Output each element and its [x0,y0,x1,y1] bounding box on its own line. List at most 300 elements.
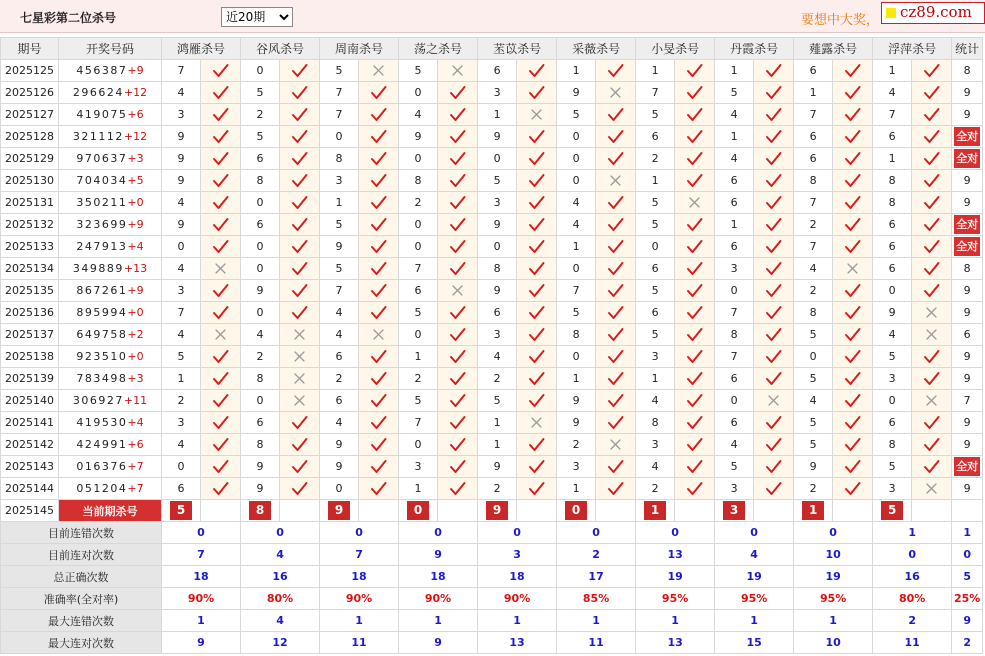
cross-mark-icon [596,86,635,99]
kill-number-cell: 3 [320,170,359,192]
check-mark-icon [201,349,240,364]
kill-number-cell: 4 [241,324,280,346]
kill-number-cell: 2 [241,346,280,368]
kill-number-cell: 3 [873,368,912,390]
check-mark-cell [675,60,715,82]
kill-number-cell: 8 [320,148,359,170]
total-cell: 6 [952,324,983,346]
table-row [1,478,983,500]
draw-cell [59,126,162,148]
check-mark-icon [596,63,635,78]
current-kill-number: 5 [170,501,192,520]
check-mark-cell [517,126,557,148]
draw-bonus: +12 [123,86,148,99]
check-mark-cell [596,346,636,368]
check-mark-cell [912,214,952,236]
draw-bonus: +7 [127,460,144,473]
total-cell [952,456,983,478]
draw-bonus: +3 [127,152,144,165]
check-mark-cell [438,170,478,192]
check-mark-cell [912,258,952,280]
check-mark-icon [359,85,398,100]
kill-number-cell: 5 [636,214,675,236]
kill-number-cell: 3 [162,280,201,302]
check-mark-cell [833,456,873,478]
draw-cell [59,148,162,170]
check-mark-icon [912,173,951,188]
draw-cell [59,390,162,412]
kill-number-cell: 9 [162,170,201,192]
issue-cell: 2025129 [1,148,59,170]
stats-value: 0 [794,522,873,544]
check-mark-cell [833,478,873,500]
kill-number-cell: 6 [478,302,517,324]
cross-mark-cell [596,82,636,104]
check-mark-icon [754,305,793,320]
kill-number-cell: 7 [873,104,912,126]
table-body [1,60,983,654]
check-mark-icon [201,85,240,100]
check-mark-cell [912,148,952,170]
check-mark-cell [596,60,636,82]
stats-value: 19 [636,566,715,588]
check-mark-icon [359,371,398,386]
kill-number-cell: 5 [241,126,280,148]
check-mark-icon [359,217,398,232]
check-mark-icon [754,173,793,188]
kill-number-cell: 0 [715,390,754,412]
current-kill-number: 8 [249,501,271,520]
kill-number-cell: 9 [320,434,359,456]
cross-mark-cell [438,280,478,302]
kill-number-cell: 1 [873,148,912,170]
draw-digits: 247913 [76,240,128,253]
site-logo[interactable] [881,2,985,24]
current-kill-number: 3 [723,501,745,520]
check-mark-icon [596,283,635,298]
check-mark-cell [912,368,952,390]
check-mark-cell [280,478,320,500]
table-row [1,214,983,236]
check-mark-icon [912,239,951,254]
table-row [1,258,983,280]
check-mark-cell [833,412,873,434]
logo-text: cz89.com [900,3,972,21]
kill-number-cell: 1 [794,82,833,104]
stats-value: 16 [241,566,320,588]
check-mark-icon [517,305,556,320]
check-mark-cell [438,434,478,456]
kill-number-cell: 4 [162,324,201,346]
kill-number-cell: 4 [873,324,912,346]
kill-number-cell: 0 [557,346,596,368]
cross-mark-cell [833,258,873,280]
check-mark-icon [596,481,635,496]
current-kill-spacer [359,500,399,522]
current-kill-spacer [912,500,952,522]
check-mark-icon [833,283,872,298]
check-mark-icon [280,129,319,144]
check-mark-icon [201,305,240,320]
total-cell [952,126,983,148]
current-kill-cell [794,500,833,522]
check-mark-cell [833,126,873,148]
current-kill-spacer [201,500,241,522]
draw-cell [59,192,162,214]
table-row [1,456,983,478]
check-mark-cell [438,368,478,390]
kill-number-cell: 0 [399,82,438,104]
draw-bonus: +4 [127,240,144,253]
kill-number-cell: 1 [715,60,754,82]
kill-number-cell: 0 [241,236,280,258]
issue-cell: 2025144 [1,478,59,500]
check-mark-cell [201,390,241,412]
table-row [1,302,983,324]
check-mark-icon [675,63,714,78]
check-mark-icon [754,437,793,452]
check-mark-cell [754,368,794,390]
kill-number-cell: 4 [320,324,359,346]
check-mark-icon [517,217,556,232]
kill-number-cell: 3 [557,456,596,478]
check-mark-icon [201,107,240,122]
stats-value: 4 [715,544,794,566]
draw-digits: 649758 [76,328,128,341]
col-expert-header: 小旻杀号 [636,38,715,60]
stats-value: 90% [399,588,478,610]
check-mark-cell [517,346,557,368]
stats-value: 17 [557,566,636,588]
check-mark-cell [201,456,241,478]
cross-mark-cell [754,390,794,412]
check-mark-cell [754,192,794,214]
all-correct-badge: 全对 [954,127,980,146]
total-cell: 9 [952,82,983,104]
check-mark-cell [359,82,399,104]
kill-number-cell: 7 [399,258,438,280]
cross-mark-icon [912,306,951,319]
check-mark-cell [359,434,399,456]
check-mark-cell [754,148,794,170]
check-mark-cell [201,478,241,500]
check-mark-cell [280,170,320,192]
period-select[interactable] [221,7,293,27]
check-mark-cell [754,60,794,82]
kill-number-cell: 5 [320,258,359,280]
kill-number-cell: 7 [320,82,359,104]
kill-number-cell: 9 [241,456,280,478]
current-kill-number: 1 [802,501,824,520]
draw-cell [59,324,162,346]
check-mark-cell [675,346,715,368]
all-correct-badge: 全对 [954,215,980,234]
check-mark-icon [359,129,398,144]
check-mark-cell [280,456,320,478]
kill-number-cell: 6 [873,214,912,236]
check-mark-cell [596,148,636,170]
kill-number-cell: 6 [241,214,280,236]
draw-digits: 419075 [76,108,128,121]
check-mark-icon [201,151,240,166]
kill-number-cell: 0 [162,456,201,478]
kill-number-cell: 1 [636,368,675,390]
check-mark-icon [201,173,240,188]
kill-number-cell: 3 [399,456,438,478]
kill-number-cell: 6 [715,170,754,192]
kill-number-table [0,37,983,654]
check-mark-cell [675,478,715,500]
cross-mark-cell [596,170,636,192]
check-mark-icon [280,217,319,232]
kill-number-cell: 8 [241,434,280,456]
check-mark-cell [675,324,715,346]
check-mark-icon [517,195,556,210]
stats-value: 16 [873,566,952,588]
check-mark-icon [280,173,319,188]
kill-number-cell: 3 [478,82,517,104]
check-mark-cell [596,368,636,390]
total-cell: 9 [952,280,983,302]
check-mark-icon [201,481,240,496]
kill-number-cell: 0 [715,280,754,302]
check-mark-cell [201,82,241,104]
stats-value: 80% [241,588,320,610]
check-mark-icon [596,393,635,408]
stats-value: 1 [636,610,715,632]
current-kill-cell [478,500,517,522]
table-header [1,38,983,60]
draw-digits: 321112 [72,130,124,143]
check-mark-cell [517,214,557,236]
draw-cell [59,258,162,280]
stats-row [1,632,983,654]
check-mark-cell [438,148,478,170]
kill-number-cell: 4 [557,214,596,236]
check-mark-icon [833,151,872,166]
check-mark-cell [833,170,873,192]
issue-cell: 2025131 [1,192,59,214]
check-mark-cell [359,280,399,302]
kill-number-cell: 4 [873,82,912,104]
check-mark-cell [517,324,557,346]
stats-value: 1 [399,610,478,632]
kill-number-cell: 9 [557,390,596,412]
kill-number-cell: 1 [478,104,517,126]
stats-value: 18 [320,566,399,588]
check-mark-cell [201,236,241,258]
kill-number-cell: 7 [557,280,596,302]
draw-digits: 323699 [76,218,128,231]
current-kill-number: 5 [881,501,903,520]
stats-total: 5 [952,566,983,588]
table-row [1,148,983,170]
stats-value: 95% [636,588,715,610]
check-mark-cell [596,412,636,434]
current-kill-number: 0 [407,501,429,520]
kill-number-cell: 6 [715,236,754,258]
cross-mark-icon [280,328,319,341]
total-cell: 9 [952,302,983,324]
cross-mark-cell [280,346,320,368]
kill-number-cell: 4 [636,390,675,412]
cross-mark-icon [280,394,319,407]
stats-value: 1 [478,610,557,632]
draw-bonus: +9 [127,218,144,231]
check-mark-icon [517,239,556,254]
check-mark-icon [675,107,714,122]
check-mark-cell [359,148,399,170]
kill-number-cell: 3 [162,412,201,434]
check-mark-icon [438,195,477,210]
kill-number-cell: 6 [873,236,912,258]
check-mark-icon [201,459,240,474]
total-cell: 9 [952,170,983,192]
kill-number-cell: 6 [715,412,754,434]
check-mark-icon [359,239,398,254]
all-correct-badge: 全对 [954,149,980,168]
check-mark-icon [438,415,477,430]
draw-cell [59,478,162,500]
check-mark-cell [754,258,794,280]
issue-cell: 2025127 [1,104,59,126]
check-mark-icon [280,481,319,496]
kill-number-cell: 9 [241,478,280,500]
check-mark-cell [833,302,873,324]
draw-cell [59,236,162,258]
stats-value: 18 [399,566,478,588]
col-expert-header: 丹霞杀号 [715,38,794,60]
check-mark-icon [675,173,714,188]
kill-number-cell: 8 [873,192,912,214]
check-mark-icon [359,107,398,122]
col-expert-header: 荡之杀号 [399,38,478,60]
stats-row [1,610,983,632]
check-mark-icon [912,415,951,430]
check-mark-cell [201,192,241,214]
check-mark-icon [675,481,714,496]
kill-number-cell: 0 [241,390,280,412]
stats-value: 10 [794,632,873,654]
check-mark-icon [675,415,714,430]
kill-number-cell: 6 [636,126,675,148]
current-kill-spacer [438,500,478,522]
kill-number-cell: 7 [715,302,754,324]
check-mark-cell [912,280,952,302]
cross-mark-cell [280,324,320,346]
cross-mark-cell [359,60,399,82]
cross-mark-cell [675,192,715,214]
kill-number-cell: 1 [320,192,359,214]
check-mark-icon [912,85,951,100]
check-mark-icon [912,129,951,144]
draw-digits: 349889 [72,262,124,275]
check-mark-cell [675,170,715,192]
draw-bonus: +13 [123,262,148,275]
check-mark-cell [912,82,952,104]
kill-number-cell: 5 [241,82,280,104]
kill-number-cell: 4 [794,390,833,412]
check-mark-icon [675,349,714,364]
check-mark-icon [359,283,398,298]
check-mark-icon [833,371,872,386]
check-mark-cell [201,280,241,302]
check-mark-icon [754,349,793,364]
stats-value: 19 [715,566,794,588]
kill-number-cell: 8 [241,368,280,390]
check-mark-icon [596,327,635,342]
check-mark-cell [596,126,636,148]
check-mark-icon [912,107,951,122]
issue-cell: 2025137 [1,324,59,346]
check-mark-cell [754,346,794,368]
check-mark-icon [754,415,793,430]
draw-cell [59,302,162,324]
kill-number-cell: 5 [715,82,754,104]
stats-value: 13 [636,544,715,566]
kill-number-cell: 2 [320,368,359,390]
kill-number-cell: 5 [399,60,438,82]
check-mark-cell [912,412,952,434]
stats-value: 1 [320,610,399,632]
check-mark-icon [596,195,635,210]
check-mark-cell [833,236,873,258]
cross-mark-cell [359,324,399,346]
check-mark-icon [912,459,951,474]
kill-number-cell: 5 [478,170,517,192]
check-mark-cell [754,478,794,500]
check-mark-cell [596,280,636,302]
cross-mark-cell [912,478,952,500]
check-mark-cell [201,126,241,148]
check-mark-icon [675,327,714,342]
kill-number-cell: 0 [399,236,438,258]
cross-mark-icon [596,438,635,451]
page-title: 七星彩第二位杀号 [20,11,117,25]
kill-number-cell: 0 [399,148,438,170]
total-cell: 9 [952,434,983,456]
stats-value: 4 [241,544,320,566]
check-mark-icon [201,437,240,452]
kill-number-cell: 7 [636,82,675,104]
check-mark-cell [438,126,478,148]
stats-value: 2 [557,544,636,566]
kill-number-cell: 9 [557,82,596,104]
check-mark-icon [912,151,951,166]
check-mark-cell [754,302,794,324]
kill-number-cell: 7 [162,60,201,82]
kill-number-cell: 0 [241,192,280,214]
check-mark-cell [912,60,952,82]
kill-number-cell: 7 [794,236,833,258]
check-mark-icon [596,349,635,364]
draw-bonus: +0 [127,306,144,319]
check-mark-icon [438,217,477,232]
kill-number-cell: 4 [399,104,438,126]
check-mark-cell [359,302,399,324]
col-draw-header: 开奖号码 [59,38,162,60]
check-mark-cell [280,412,320,434]
check-mark-cell [912,192,952,214]
check-mark-icon [596,305,635,320]
check-mark-icon [280,85,319,100]
check-mark-icon [912,283,951,298]
draw-digits: 424991 [76,438,128,451]
cross-mark-icon [675,196,714,209]
kill-number-cell: 2 [636,478,675,500]
check-mark-icon [359,481,398,496]
kill-number-cell: 4 [320,302,359,324]
